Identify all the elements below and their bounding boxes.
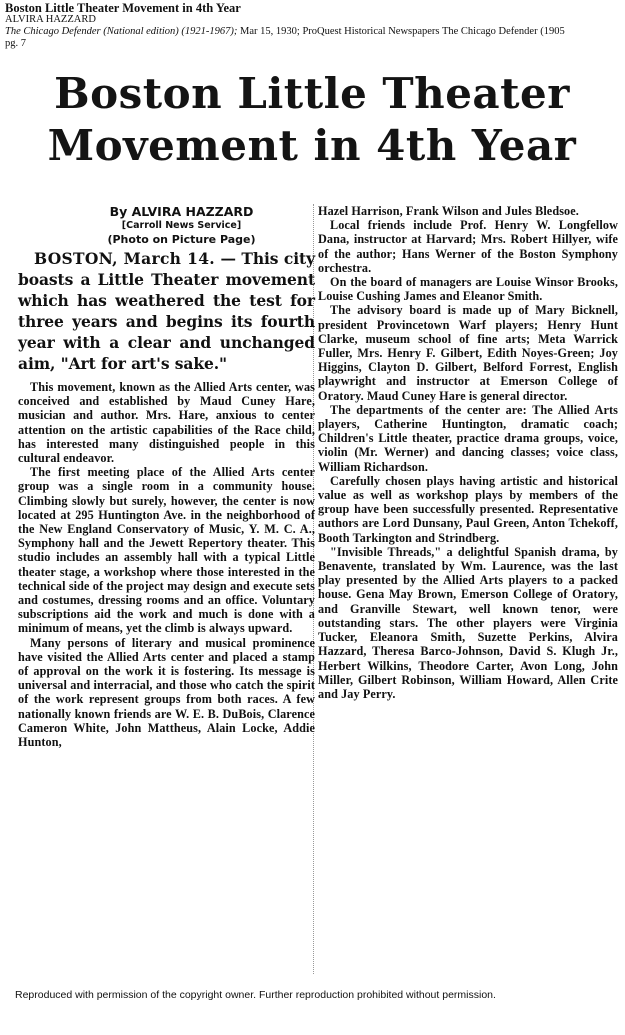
source-details: Mar 15, 1930; ProQuest Historical Newspapers The Chicago Defender (1905 [237,26,565,37]
body-paragraph: Local friends include Prof. Henry W. Longfellow Dana, instructor at Harvard; Mrs. Robert Hillyer, wife of the author; Hans Werner of the Boston Symphony orchestra. [318,218,618,275]
article-citation-source [5,26,620,38]
dateline: BOSTON, March 14. [34,249,216,268]
lead-paragraph [18,248,315,374]
body-paragraph: Carefully chosen plays having artistic and historical value as well as workshop plays by members of the group have been successfully presented. Representative authors are Lord Dunsany, Paul Green, Anton Tchekoff, Booth Tarkington and Strindberg. [318,473,618,545]
body-paragraph: The advisory board is made up of Mary Bicknell, president Provincetown Warf players; Henry Hunt Clarke, museum school of fine arts; Meta Warrick Fuller, Mrs. Henry F. Gilbert, Edith Noyes-Green; Joy Higgins, Clayton D. Gilbert, Belford Forrest, English playwright and instructor at Emerson College of Oratory. Maud Cuney Hare is general director. [318,303,618,403]
source-publication: The Chicago Defender (National edition) (1921-1967); [5,26,238,37]
article-citation-title: Boston Little Theater Movement in 4th Year [5,1,241,15]
body-paragraph: The departments of the center are: The Allied Arts players, Catherine Huntington, dramatic coach; Children's Little theater, practice drama groups, voice, violin (Mr. Werner) and dancing classes; voice class, William Richardson. [318,402,618,474]
headline-line-1: Boston Little Theater [54,69,570,118]
article-column-left [18,204,315,749]
source-page: pg. 7 [5,38,26,49]
lead-text: — This city boasts a Little Theater movement which has weathered the test for three years and begins its fourth year with a clear and unchanged aim, "Art for art's sake." [18,249,315,373]
body-paragraph: Hazel Harrison, Frank Wilson and Jules Bledsoe. [318,204,579,218]
body-paragraph: This movement, known as the Allied Arts center, was conceived and established by Maud Cuney Hare, musician and author. Mrs. Hare, anxious to center attention on the artistic capabilities of the Race child, has interested many distinguished people in this cultural endeavor. [18,380,315,466]
article-citation-author: ALVIRA HAZZARD [5,14,96,25]
body-paragraph: On the board of managers are Louise Winsor Brooks, Louise Cushing James and Eleanor Smith. [318,275,618,304]
body-paragraph: The first meeting place of the Allied Arts center group was a single room in a community house. Climbing slowly but surely, however, the center is now located at 295 Huntington Ave. in the neighborhood of the New England Conservatory of Music, Y. M. C. A., Symphony hall and the Jewett Repertory theater. This studio includes an assembly hall with a typical Little theater stage, a workshop where those interested in the technical side of the project may design and execute sets and costumes, dressing rooms and an office. Voluntary subscriptions aid the work and much is done with a minimum of means, yet the climb is always upward. [18,465,315,636]
citation-header [5,2,620,50]
headline-line-2: Movement in 4th Year [47,121,577,170]
copyright-notice: Reproduced with permission of the copyright owner. Further reproduction prohibited without permission. [15,989,496,1001]
article-column-right [318,204,618,701]
article-headline [12,68,612,172]
byline-news-service: [Carroll News Service] [121,220,242,231]
byline-author: By ALVIRA HAZZARD [109,204,254,219]
body-paragraph: Many persons of literary and musical prominence have visited the Allied Arts center and placed a stamp of approval on the work it is fostering. Its message is universal and interracial, and those who catch the spirit of the work represent groups from both races. A few nationally known friends are W. E. B. DuBois, Clarence Cameron White, John Mattheus, Alain Locke, Addie Hunton, [18,635,315,750]
byline-photo-note: (Photo on Picture Page) [107,233,256,246]
body-paragraph: "Invisible Threads," a delightful Spanish drama, by Benavente, translated by Wm. Laurence, was the last play presented by the Allied Arts players to a packed house. Gena May Brown, Emerson College of Oratory, and Granville Stewart, well known tenor, were outstanding stars. The other players were Virginia Tucker, Eleanora Smith, Suzette Perkins, Alvira Hazzard, Theresa Barco-Johnson, David S. Klugh Jr., Herbert Wilkins, Theodore Carter, Avon Long, John Miller, Gilbert Robinson, William Howard, Allen Crite and Jay Perry. [318,544,618,701]
